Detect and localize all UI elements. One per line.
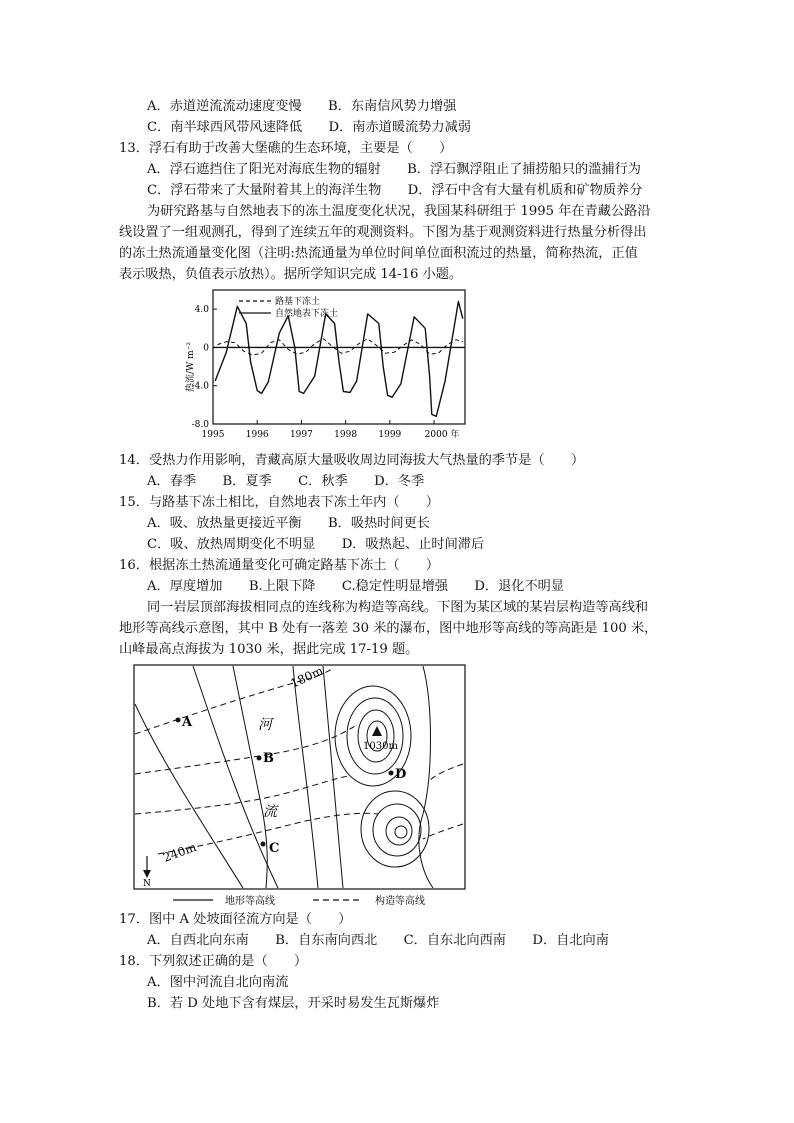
y-tick-label: -4.0 <box>191 381 209 392</box>
y-tick-label: 4.0 <box>194 305 209 316</box>
q14-options: A．春季 B．夏季 C．秋季 D．冬季 <box>147 474 425 489</box>
y-tick-label: -8.0 <box>191 420 209 430</box>
point-a-label: A <box>182 715 193 730</box>
x-tick-label: 1996 <box>245 430 269 440</box>
q12-option-row-1: A．赤道逆流流动速度变慢 B．东南信风势力增强 <box>147 99 457 114</box>
heat-flux-chart <box>183 286 503 444</box>
point-d-label: D <box>395 767 407 782</box>
q13-option-row-2: C．浮石带来了大量附着其上的海洋生物 D．浮石中含有大量有机质和矿物质养分 <box>147 183 643 198</box>
legend-label: 自然地表下冻土 <box>275 309 339 319</box>
river-label-bottom: 流 <box>263 804 277 820</box>
point-d-dot <box>389 771 394 776</box>
q13-option-row-1: A．浮石遮挡住了阳光对海底生物的辐射 B．浮石飘浮阻止了捕捞船只的滥捕行为 <box>147 162 641 177</box>
x-tick-label: 1998 <box>334 430 358 440</box>
q17-options: A．自西北向东南 B．自东南向西北 C．自东北向西南 D．自北向南 <box>147 933 609 948</box>
y-axis-label: 热流/W m⁻² <box>186 341 196 393</box>
structure-contours <box>135 668 463 854</box>
intro-14-16-line-4: 表示吸热，负值表示放热）。据所学知识完成 14-16 小题。 <box>119 267 463 282</box>
peak-triangle-icon <box>372 726 382 736</box>
x-tick-label: 1997 <box>289 430 313 440</box>
label-240: 240m <box>161 839 199 865</box>
legend-terrain-label: 地形等高线 <box>225 896 275 907</box>
q16-stem: 16．根据冻土热流通量变化可确定路基下冻土（ ） <box>119 558 440 573</box>
terrain-contour-5 <box>419 666 433 888</box>
point-b-dot <box>257 756 262 761</box>
q17-stem: 17．图中 A 处坡面径流方向是（ ） <box>119 912 352 927</box>
river-line <box>233 666 267 888</box>
q16-options: A．厚度增加 B.上限下降 C.稳定性明显增强 D．退化不明显 <box>147 579 565 594</box>
structure-contour-3 <box>135 776 348 814</box>
intro-17-19-line-1: 同一岩层顶部海拔相同点的连线称为构造等高线。下图为某区域的某岩层构造等高线和 <box>147 600 649 615</box>
q12-option-row-2: C．南半球西风带风速降低 D．南赤道暖流势力减弱 <box>147 120 471 135</box>
terrain-contour-2 <box>193 666 278 888</box>
point-a-dot <box>176 718 181 723</box>
x-tick-label: 1995 <box>201 430 225 440</box>
intro-14-16-line-3: 的冻土热流通量变化图（注明:热流通量为单位时间单位面积流过的热量，简称热流，正值 <box>119 246 638 261</box>
point-c-label: C <box>269 841 280 856</box>
label-180: 180m <box>288 664 326 691</box>
q18-option-b: B．若 D 处地下含有煤层，开采时易发生瓦斯爆炸 <box>147 996 440 1011</box>
peak-label: 1030m <box>363 741 398 752</box>
series-natural-line <box>215 302 463 417</box>
q13-stem: 13．浮石有助于改善大堡礁的生态环境，主要是（ ） <box>119 141 453 156</box>
q15-option-row-1: A．吸、放热量更接近平衡 B．吸热时间更长 <box>147 516 430 531</box>
x-tick-label: 1999 <box>378 430 402 440</box>
structure-contour-right-1 <box>428 764 463 782</box>
terrain-contour-4 <box>323 666 343 888</box>
y-tick-label: 0 <box>203 343 209 354</box>
legend-structure-label: 构造等高线 <box>375 896 425 907</box>
q14-stem: 14．受热力作用影响，青藏高原大量吸收周边同海拔大气热量的季节是（ ） <box>119 453 585 468</box>
x-tick-label: 2000 年 <box>424 430 460 440</box>
north-label: N <box>143 879 151 889</box>
point-b-label: B <box>263 751 274 766</box>
intro-14-16-line-2: 线设置了一组观测孔，得到了连续五年的观测资料。下图为基于观测资料进行热量分析得出 <box>119 225 647 240</box>
q15-option-row-2: C．吸、放热周期变化不明显 D．吸热起、止时间滞后 <box>147 537 485 552</box>
q18-stem: 18．下列叙述正确的是（ ） <box>119 954 308 969</box>
river-label-top: 河 <box>258 717 272 733</box>
legend-label: 路基下冻土 <box>275 297 321 307</box>
contour-map <box>133 664 467 908</box>
q15-stem: 15．与路基下冻土相比，自然地表下冻土年内（ ） <box>119 495 440 510</box>
intro-17-19-line-3: 山峰最高点海拔为 1030 米，据此完成 17-19 题。 <box>119 642 419 657</box>
intro-17-19-line-2: 地形等高线示意图，其中 B 处有一落差 30 米的瀑布，图中地形等高线的等高距是 100 米， <box>119 621 658 636</box>
point-c-dot <box>261 842 266 847</box>
terrain-contour-1 <box>135 704 243 888</box>
q18-option-a: A．图中河流自北向南流 <box>147 975 289 990</box>
intro-14-16-line-1: 为研究路基与自然地表下的冻土温度变化状况，我国某科研组于 1995 年在青藏公路沿 <box>147 204 651 219</box>
terrain-contour-3 <box>293 666 318 888</box>
